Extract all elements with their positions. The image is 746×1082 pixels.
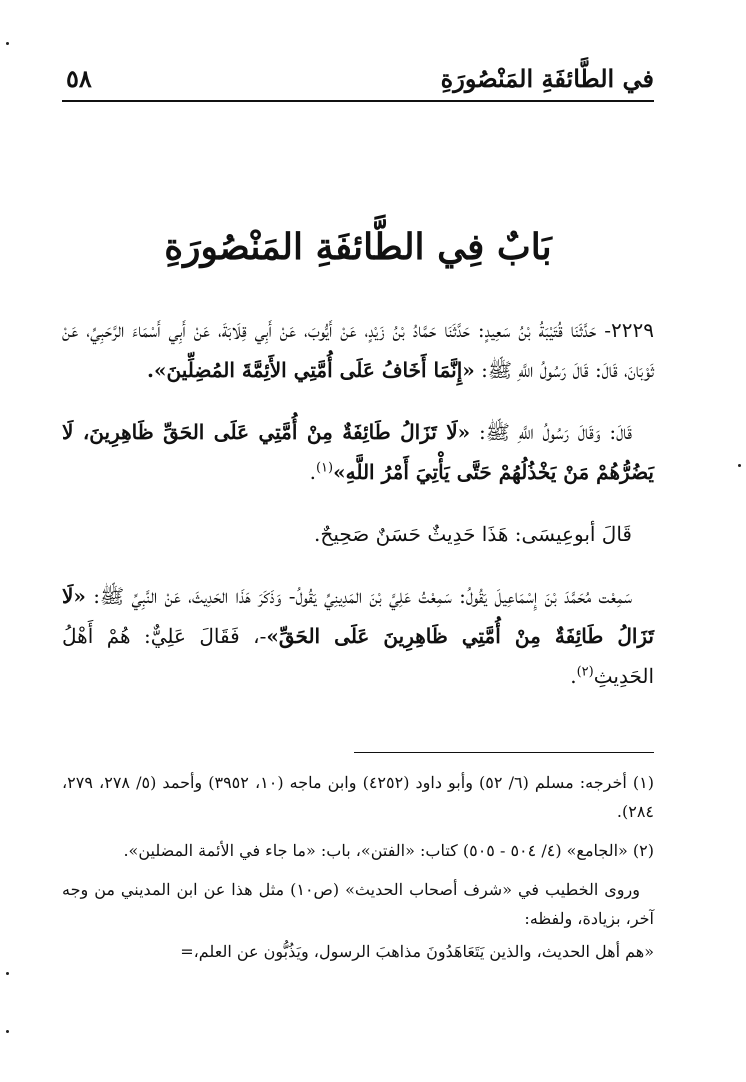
hadith-text: «لَا تَزَالُ طَائِفَةٌ مِنْ أُمَّتِي ظَاهِرِينَ عَلَى الحَقِّ» <box>62 584 655 648</box>
sentence-end: . <box>570 664 577 688</box>
running-title: في الطَّائفَةِ المَنْصُورَةِ <box>440 64 654 93</box>
footnote-2-continuation: وروى الخطيب في «شرف أصحاب الحديث» (ص١٠) مثل هذا عن ابن المديني من وجه آخر، بزيادة، ولفظه: <box>62 880 654 928</box>
narration-text: -، فَقَالَ عَلِيٌّ: هُمْ أَهْلُ الحَدِيثِ <box>62 624 654 688</box>
chain-of-narration: حَدَّثَنَا قُتَيْبَةُ بْنُ سَعِيدٍ: حَدَّثَنَا حَمَّادُ بْنُ زَيْدٍ، عَنْ أَيُّوبَ، عَنْ أَبِي قِلَابَةَ، عَنْ أَبِي أَسْمَاءَ الرَّحَبِيِّ، عَنْ ثَوْبَانَ، قَالَ: قَالَ رَسُولُ اللَّهِ ﷺ: <box>62 318 654 382</box>
hadith-paragraph-1 <box>62 310 654 390</box>
scan-speck <box>738 464 741 467</box>
hadith-paragraph-4 <box>62 576 654 696</box>
page-number: ٥٨ <box>66 64 92 93</box>
scan-speck <box>6 42 9 45</box>
footnote-1: (١) أخرجه: مسلم (٦/ ٥٢) وأبو داود (٤٢٥٢) وابن ماجه (١٠، ٣٩٥٢) وأحمد (٥/ ٢٧٨، ٢٧٩، ٢٨٤). <box>62 773 654 821</box>
hadith-text: «لَا تَزَالُ طَائِفَةٌ مِنْ أُمَّتِي عَلَى الحَقِّ ظَاهِرِينَ، لَا يَضُرُّهُمْ مَنْ يَخْذُلُهُمْ حَتَّى يَأْتِيَ أَمْرُ اللَّهِ» <box>62 420 654 484</box>
paragraph-intro: قَالَ: وَقَالَ رَسُولُ اللَّهِ ﷺ: <box>478 420 633 444</box>
main-text <box>62 310 654 718</box>
narration-text: سَمِعْت مُحَمَّدَ بْنَ إِسْمَاعِيلَ يَقُولُ: سَمِعْتُ عَلِيَّ بْنَ المَدِينِيِّ يَقُولُ- وَذَكَرَ هَذَا الحَدِيثَ، عَنْ النَّبِيِّ ﷺ: <box>93 584 633 608</box>
hadith-paragraph-2 <box>62 412 654 492</box>
footnote-marker: (١) <box>315 460 334 476</box>
grading-paragraph: قَالَ أبوعِيسَى: هَذَا حَدِيثٌ حَسَنٌ صَحِيحٌ. <box>314 522 632 546</box>
sentence-end: . <box>309 460 316 484</box>
chapter-title: بَابٌ فِي الطَّائفَةِ المَنْصُورَةِ <box>164 226 552 268</box>
hadith-number: ٢٢٢٩- <box>604 318 655 342</box>
hadith-text: «إِنَّمَا أَخَافُ عَلَى أُمَّتِي الأَئِمَّةَ المُضِلِّينَ». <box>147 358 475 382</box>
footnote-2-quote: «هم أهل الحديث، والذين يَتَعَاهَدُونَ مذاهبَ الرسول، ويَذُبُّون عن العلم،= <box>180 942 654 961</box>
scan-speck <box>6 1030 9 1033</box>
footnotes <box>62 768 654 970</box>
scan-speck <box>6 972 9 975</box>
footnote-2: (٢) «الجامع» (٤/ ٥٠٤ - ٥٠٥) كتاب: «الفتن»، باب: «ما جاء في الأئمة المضلين». <box>123 841 654 860</box>
page-header <box>62 56 654 102</box>
footnote-separator <box>354 752 654 753</box>
footnote-marker: (٢) <box>576 664 594 680</box>
